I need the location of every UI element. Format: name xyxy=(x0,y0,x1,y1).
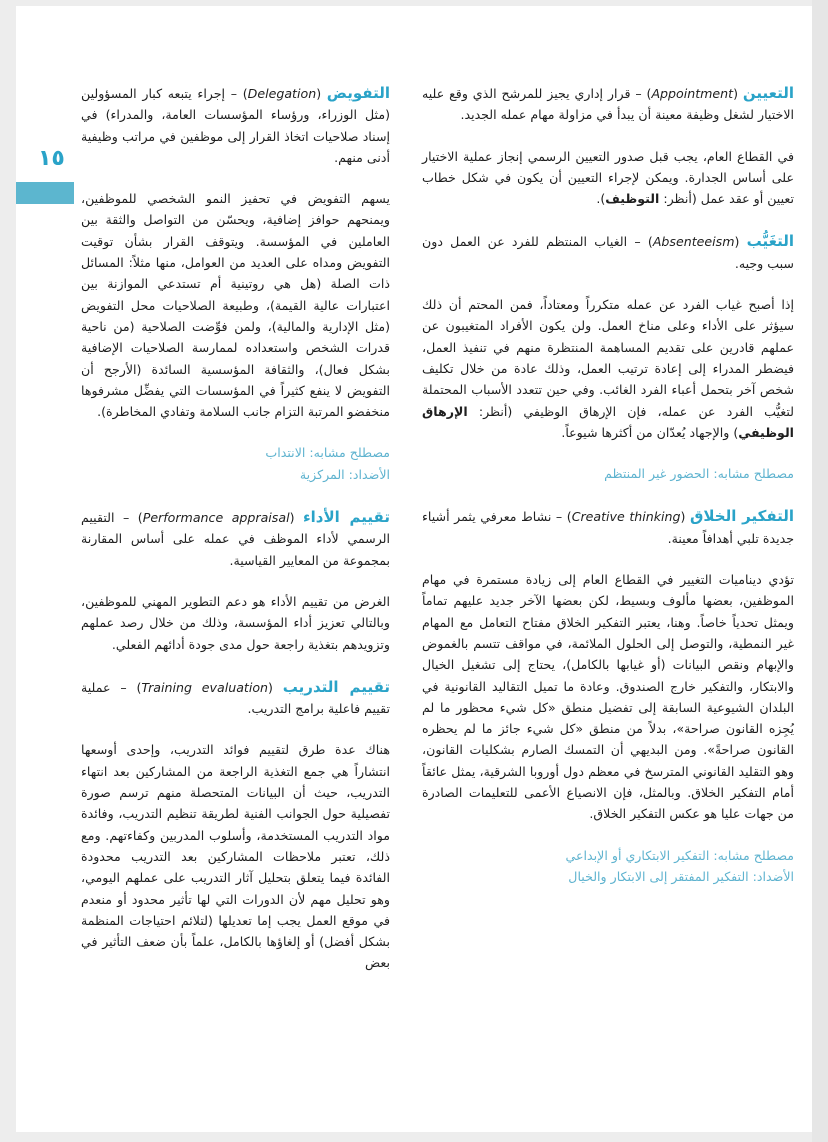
entry-term: التعيين xyxy=(742,84,795,102)
entry-term: التفكير الخلاق xyxy=(689,507,795,526)
entry-latin-term: Appointment xyxy=(651,86,734,101)
left-column xyxy=(81,83,390,996)
entry-definition: التغَيُّب (Absenteeism) – الغياب المنتظم للفرد عن العمل دون سبب وجيه. xyxy=(422,232,794,271)
similar-term: مصطلح مشابه: الانتداب xyxy=(265,445,390,461)
entry-paragraph: الغرض من تقييم الأداء هو دعم التطوير المهني للموظفين، وبالتالي تعزيز أداء المؤسسة، وذلك من خلال رصد عملهم وتزويدهم بتغذية راجعة حول مدى جودة أدائهم الفعلي. xyxy=(81,593,390,652)
entry-definition-text: – الغياب المنتظم للفرد عن العمل دون سبب وجيه. xyxy=(422,234,794,271)
entry-creative-thinking xyxy=(422,506,794,887)
entry-appointment xyxy=(422,83,794,209)
entry-latin-term: Creative thinking xyxy=(571,509,681,525)
entry-latin-term: Delegation xyxy=(247,86,317,101)
entry-definition-text: – إجراء يتبعه كبار المسؤولين (مثل الوزراء، ورؤساء المؤسسات العامة، والمدراء) في إسناد صلاحيات اتخاذ القرار إلى موظفين في مراتب وظيفية أدنى منهم. xyxy=(81,86,390,165)
entry-performance-appraisal xyxy=(81,507,390,655)
entry-latin-term: Absenteeism xyxy=(652,234,735,250)
entry-definition: التفكير الخلاق (Creative thinking) – نشاط معرفي يثمر أشياء جديدة تلبي أهدافاً معينة. xyxy=(422,507,795,546)
entry-term: تقييم الأداء xyxy=(303,508,390,527)
entry-definition-text: – نشاط معرفي يثمر أشياء جديدة تلبي أهدافاً معينة. xyxy=(422,509,794,546)
entry-definition: التفويض (Delegation) – إجراء يتبعه كبار المسؤولين (مثل الوزراء، ورؤساء المؤسسات العامة، والمدراء) في إسناد صلاحيات اتخاذ القرار إلى موظفين في مراتب وظيفية أدنى منهم. xyxy=(81,84,390,165)
entry-term: التغَيُّب xyxy=(746,232,794,251)
entry-definition: تقييم التدريب (Training evaluation) – عملية تقييم فاعلية برامج التدريب. xyxy=(81,677,390,717)
related-terms xyxy=(81,442,390,485)
entry-latin-term: Training evaluation xyxy=(141,679,269,695)
opposite-term: الأضداد: التفكير المفتقر إلى الابتكار والخيال xyxy=(568,868,794,884)
entry-definition-text: – التقييم الرسمي لأداء الموظف في عمله على أساس المقارنة بمجموعة من المعايير القياسية. xyxy=(81,510,390,568)
opposite-term: الأضداد: المركزية xyxy=(299,466,390,482)
page-edge-shadow xyxy=(812,0,828,1142)
entry-term: التفويض xyxy=(326,84,390,102)
paragraph-text: إذا أصبح غياب الفرد عن عمله متكرراً ومعتاداً، فمن المحتم أن ذلك سيؤثر على الأداء وعلى مناخ العمل. ولن يكون الأفراد المتغيبون عن عملهم قادرين على تقديم المساهمة المنتظرة منهم في تنفيذ العمل، فيضطر المدراء إلى إعادة ترتيب العمل، وذلك عادة من خلال تكليف شخص آخر بتحمل أعباء الفرد الغائب. وفي حين تتعدد الأسباب المحتملة لتغيُّب الفرد عن عمله، فإن الإرهاق الوظيفي (أنظر: xyxy=(422,297,794,419)
entry-training-evaluation xyxy=(81,677,390,974)
entry-delegation xyxy=(81,83,390,485)
cross-reference: التوظيف xyxy=(605,191,660,207)
chapter-tab-marker xyxy=(16,182,74,204)
similar-term: مصطلح مشابه: التفكير الابتكاري أو الإبداعي xyxy=(565,847,794,863)
entry-definition: التعيين (Appointment) – قرار إداري يجيز للمرشح الذي وقع عليه الاختيار لشغل وظيفة معينة أن يبدأ في مزاولة مهام عمله الجديد. xyxy=(422,84,795,123)
paragraph-text: في القطاع العام، يجب قبل صدور التعيين الرسمي إنجاز عملية الاختيار على أساس الجدارة. ويمكن لإجراء التعيين أن يكون في شكل خطاب تعيين أو عقد عمل (أنظر: xyxy=(422,148,794,207)
entry-paragraph xyxy=(422,294,794,443)
entry-paragraph: يسهم التفويض في تحفيز النمو الشخصي للموظفين، ويمنحهم حوافز إضافية، ويحسّن من التواصل والثقة بين العاملين في المؤسسة. ويتوقف القرار بشأن توقيت التفويض ومداه على العديد من العوامل، منها مثلاً: المسائل ذات الصلة (هل هي روتينية أم تستدعي الموازنة بين اعتبارات عالية القيمة)، وطبيعة الصلاحيات محل التفويض (مثل الإدارية والمالية)، ولمن فوِّضت الصلاحية (من ناحية قدرات الشخص واستعداده لممارسة الصلاحيات الإضافية بشكل فعال)، والثقافة المؤسسية السائدة (الأرجح أن التفويض لا ينفع كثيراً في المؤسسات التي يفضِّل مشرفوها منخفضو المرتبة التزام جانب السلامة وتفادي المخاطرة). xyxy=(81,191,390,420)
entry-definition-text: – قرار إداري يجيز للمرشح الذي وقع عليه الاختيار لشغل وظيفة معينة أن يبدأ في مزاولة مهام عمله الجديد. xyxy=(422,86,794,123)
entry-paragraph: تؤدي ديناميات التغيير في القطاع العام إلى زيادة مستمرة في مهام الموظفين، بعضها مألوف وبسيط، لكن بعضها الآخر جديد عليهم تماماً ويمثل تحدياً خاصاً. وهنا، يعتبر التفكير الخلاق مفتاح التعامل مع المهام غير النمطية، والتوصل إلى الحلول الملائمة، في مواقف تتسم بالغموض والإبهام ونقص البيانات (أو غيابها بالكامل)، يحتاج إلى تشغيل الخيال والابتكار، والتفكير خارج الصندوق. وعادة ما تميل التقاليد القانونية في البلدان الشيوعية السابقة إلى تفضيل منطق «كل شيء محظور ما لم يُجِزه القانون صراحة»، بدلاً من منطق «كل شيء جائز ما لم يحظره القانون صراحةً». ومن البديهي أن التمسك الصارم بشكليات القانون، وهو التقليد القانوني المترسخ في معظم دول أوروبا الشرقية، يمثل عائقاً أمام التفكير الخلاق. وبالمثل، فإن الانصياع الأعمى للتعليمات الصادرة من جهات عليا هو عكس التفكير الخلاق. xyxy=(422,572,794,822)
related-terms xyxy=(422,845,794,888)
entry-latin-term: Performance appraisal xyxy=(142,510,290,526)
entry-absenteeism xyxy=(422,231,794,484)
page-number: ١٥ xyxy=(38,146,65,171)
paragraph-text-end: ) والإجهاد يُعدّان من أكثرها شيوعاً. xyxy=(561,424,739,440)
right-column xyxy=(422,83,794,909)
cross-reference: الإرهاق الوظيفي xyxy=(422,403,794,440)
entry-definition: تقييم الأداء (Performance appraisal) – التقييم الرسمي لأداء الموظف في عمله على أساس المقارنة بمجموعة من المعايير القياسية. xyxy=(81,508,390,568)
entry-paragraph: هناك عدة طرق لتقييم فوائد التدريب، وإحدى أوسعها انتشاراً هي جمع التغذية الراجعة من المشاركين بعد انتهاء التدريب، حيث أن البيانات المتحصلة منهم ترسم صورة تفصيلية حول الجوانب الفنية لطريقة تنظيم التدريب، وفائدة مواد التدريب المستخدمة، وأسلوب المدربين وكفاءتهم. ومع ذلك، تعتبر ملاحظات المشاركين بعد التدريب محدودة الفائدة فيما يتعلق بتحليل آثار التدريب على عملهم اليومي، وهو تحليل مهم لأن الدورات التي لها تأثير محدود أو منعدم في موقع العمل يجب إما تعديلها (لتلائم احتياجات المنظمة بشكل أفضل) أو إلغاؤها بالكامل، علماً بأن ضعف التأثير في بعض xyxy=(81,742,390,971)
paragraph-text-end: ). xyxy=(596,191,606,207)
entry-paragraph xyxy=(422,146,794,210)
entry-definition-text: – عملية تقييم فاعلية برامج التدريب. xyxy=(81,679,390,717)
entry-term: تقييم التدريب xyxy=(282,677,390,696)
similar-term: مصطلح مشابه: الحضور غير المنتظم xyxy=(604,466,794,482)
related-terms xyxy=(422,463,794,484)
